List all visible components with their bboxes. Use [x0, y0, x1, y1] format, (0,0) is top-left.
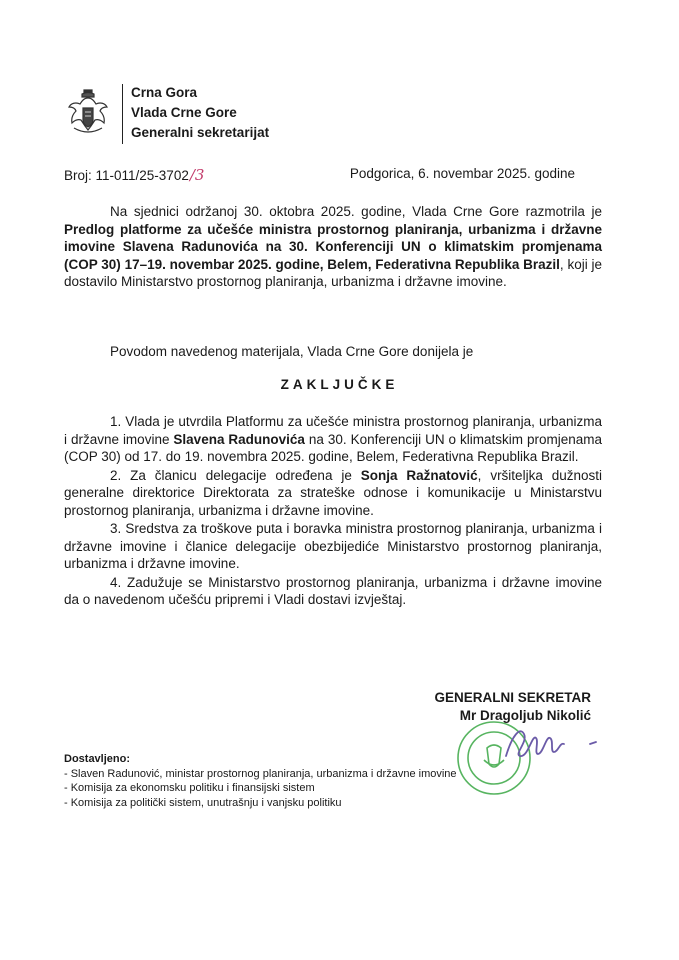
conclusion-3: 3. Sredstva za troškove puta i boravka ministra prostornog planiranja, urbanizma i državne imovine i članice delegacije obezbijediće Ministarstvo prostornog planiranja, urbanizma i državne imovine. — [64, 521, 602, 571]
conclusion-2 — [64, 467, 602, 520]
header-country: Crna Gora — [131, 85, 198, 100]
conclusion-1 — [64, 413, 602, 466]
header-secretariat: Generalni sekretarijat — [131, 125, 270, 140]
reference-number — [64, 166, 204, 184]
letterhead — [131, 83, 269, 143]
header-government: Vlada Crne Gore — [131, 105, 237, 120]
intro-text-bold: Predlog platforme za učešće ministra prostornog planiranja, urbanizma i državne imovine Slavena Radunovića na 30. Konferenciji UN o klimatskim promjenama (COP 30) 17–19. novembar 2025. godine, Belem, Federativna Republika Brazil — [64, 221, 602, 272]
decision-intro: Povodom navedenog materijala, Vlada Crne Gore donijela je — [110, 344, 474, 359]
handwritten-suffix: /3 — [189, 166, 205, 184]
signatory-name: Mr Dragoljub Nikolić — [459, 708, 591, 723]
conclusion-2-bold: Sonja Ražnatović — [360, 467, 478, 483]
distribution-item: - Komisija za politički sistem, unutrašnju i vanjsku politiku — [64, 796, 342, 809]
conclusion-1-bold: Slavena Radunovića — [173, 431, 305, 447]
header-divider — [122, 84, 123, 144]
signature-block — [434, 689, 591, 725]
conclusion-1-text-a: 1. Vlada je utvrdila Platformu za učešće ministra prostornog planiranja, urbanizma i državne imovine — [64, 414, 602, 447]
conclusions-title: ZAKLJUČKE — [280, 377, 399, 392]
document-date: Podgorica, 6. novembar 2025. godine — [349, 166, 575, 181]
conclusion-4: 4. Zadužuje se Ministarstvo prostornog planiranja, urbanizma i državne imovine da o navedenom učešću pripremi i Vladi dostavi izvještaj. — [64, 574, 602, 607]
montenegro-coat-of-arms-icon — [66, 86, 110, 138]
distribution-item: - Slaven Radunović, ministar prostornog planiranja, urbanizma i državne imovine — [64, 767, 457, 780]
conclusion-1-text-b: na 30. Konferenciji UN o klimatskim promjenama (COP 30) od 17. do 19. novembra 2025. godine, Belem, Federativna Republika Brazil. — [64, 431, 602, 464]
distribution-list — [64, 752, 457, 810]
intro-paragraph — [64, 203, 602, 291]
conclusion-2-text-a: 2. Za članicu delegacije određena je — [110, 467, 361, 483]
conclusions-list — [64, 413, 602, 610]
distribution-item: - Komisija za ekonomsku politiku i finansijski sistem — [64, 782, 315, 794]
reference-number-text: Broj: 11-011/25-3702 — [64, 168, 189, 183]
distribution-label: Dostavljeno: — [64, 753, 131, 765]
intro-text-a: Na sjednici održanoj 30. oktobra 2025. godine, Vlada Crne Gore razmotrila je — [110, 204, 602, 219]
intro-text-b: , koji je dostavilo Ministarstvo prostornog planiranja, urbanizma i državne imovine. — [64, 256, 602, 289]
signatory-role: GENERALNI SEKRETAR — [434, 690, 591, 705]
conclusion-2-text-b: , vršiteljka dužnosti generalne direktorice Direktorata za strateške odnose i komunikacije u Ministarstvu prostornog planiranja, urbanizma i državne imovine. — [64, 467, 602, 518]
